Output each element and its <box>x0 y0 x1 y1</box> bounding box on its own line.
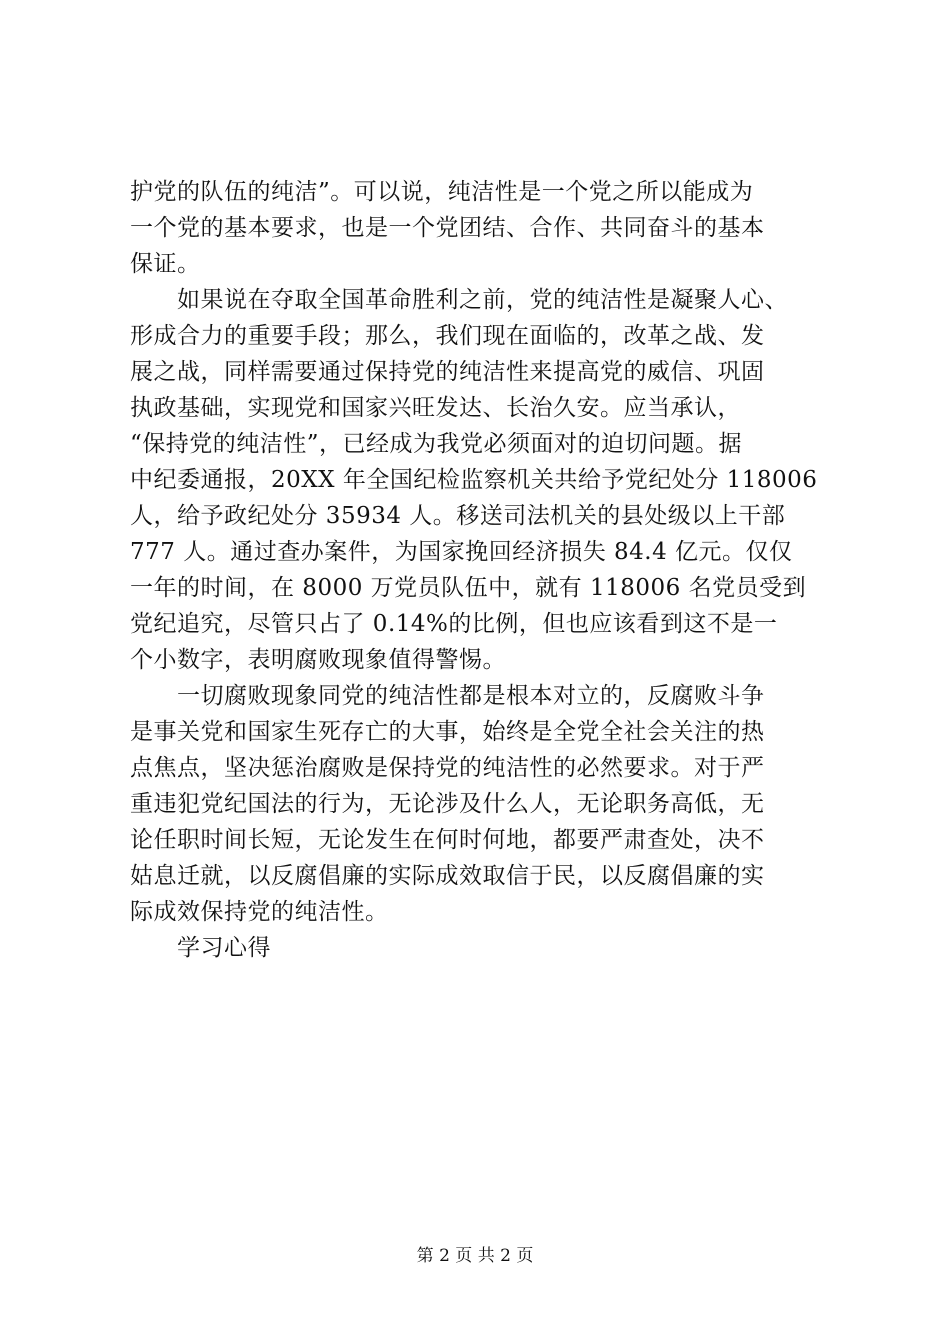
text-line: 形成合力的重要手段；那么，我们现在面临的，改革之战、发 <box>130 323 765 349</box>
text-line: 展之战，同样需要通过保持党的纯洁性来提高党的威信、巩固 <box>130 359 765 385</box>
text-line: 护党的队伍的纯洁”。可以说，纯洁性是一个党之所以能成为 <box>130 179 754 205</box>
text-line: 一年的时间，在 8000 万党员队伍中，就有 118006 名党员受到 <box>130 575 807 601</box>
body-text <box>130 174 830 966</box>
text-line: 保证。 <box>130 251 201 277</box>
text-line: 中纪委通报，20XX 年全国纪检监察机关共给予党纪处分 118006 <box>130 467 818 493</box>
text-line: 姑息迁就，以反腐倡廉的实际成效取信于民，以反腐倡廉的实 <box>130 863 765 889</box>
text-line: 执政基础，实现党和国家兴旺发达、长治久安。应当承认， <box>130 395 741 421</box>
page-number-footer: 第 2 页 共 2 页 <box>416 1246 534 1266</box>
text-line: 是事关党和国家生死存亡的大事，始终是全党全社会关注的热 <box>130 719 765 745</box>
text-line: 重违犯党纪国法的行为，无论涉及什么人，无论职务高低，无 <box>130 791 765 817</box>
text-line: 党纪追究，尽管只占了 0.14%的比例，但也应该看到这不是一 <box>130 611 778 637</box>
text-line: 人，给予政纪处分 35934 人。移送司法机关的县处级以上干部 <box>130 503 786 529</box>
text-line: 一个党的基本要求，也是一个党团结、合作、共同奋斗的基本 <box>130 215 765 241</box>
text-line: 个小数字，表明腐败现象值得警惕。 <box>130 647 506 673</box>
text-line: 论任职时间长短，无论发生在何时何地，都要严肃查处，决不 <box>130 827 765 853</box>
text-line: 777 人。通过查办案件，为国家挽回经济损失 84.4 亿元。仅仅 <box>130 539 793 565</box>
text-line: 点焦点，坚决惩治腐败是保持党的纯洁性的必然要求。对于严 <box>130 755 765 781</box>
text-line: 如果说在夺取全国革命胜利之前，党的纯洁性是凝聚人心、 <box>130 287 788 313</box>
text-line: “保持党的纯洁性”，已经成为我党必须面对的迫切问题。据 <box>130 431 743 457</box>
text-line: 际成效保持党的纯洁性。 <box>130 899 389 925</box>
text-line: 一切腐败现象同党的纯洁性都是根本对立的，反腐败斗争 <box>130 683 765 709</box>
section-heading: 学习心得 <box>130 935 271 961</box>
